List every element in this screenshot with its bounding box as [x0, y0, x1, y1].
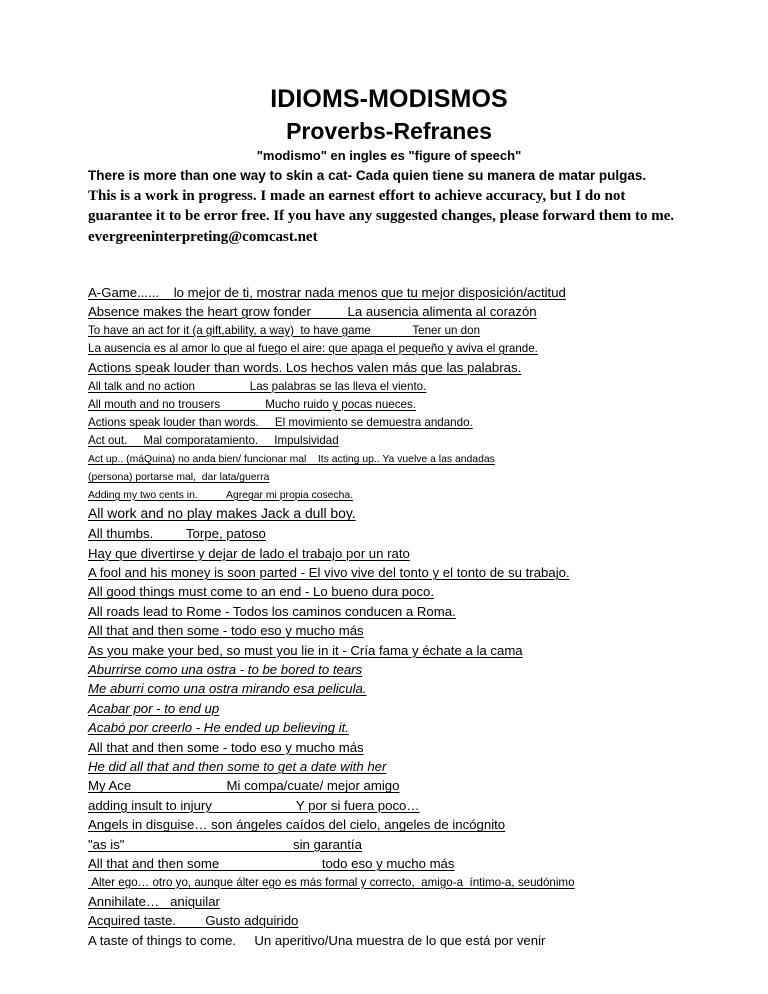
- idiom-entry-line: A taste of things to come. Un aperitivo/Una muestra de lo que está por venir: [88, 932, 546, 948]
- idiom-entry-line: A-Game...... lo mejor de ti, mostrar nada menos que tu mejor disposición/actitud: [88, 284, 566, 300]
- idiom-entry-line: Actions speak louder than words. Los hechos valen más que las palabras.: [88, 360, 522, 376]
- document-title-secondary: Proverbs-Refranes: [286, 117, 492, 144]
- document-disclaimer-note: This is a work in progress. I made an earnest effort to achieve accuracy, but I do not guarantee it to be error free. If you have any suggested changes, please forward them to me. evergreeninterpreting@comcast.net: [88, 188, 675, 245]
- idiom-entry-line: All that and then some - todo eso y mucho más: [88, 739, 364, 755]
- idiom-entry-line: All that and then some - todo eso y mucho más: [88, 623, 364, 639]
- idiom-entry-line: As you make your bed, so must you lie in it - Cría fama y échate a la cama: [88, 642, 523, 658]
- idiom-entry-line: All roads lead to Rome - Todos los caminos conducen a Roma.: [88, 603, 456, 619]
- idiom-entry-line: adding insult to injury Y por si fuera poco…: [88, 797, 420, 813]
- idiom-entry-line: All mouth and no trousers Mucho ruido y pocas nueces.: [88, 397, 417, 411]
- idiom-entry-line: Acabar por - to end up: [88, 700, 220, 716]
- idiom-entry-line: Actions speak louder than words. El movimiento se demuestra andando.: [88, 416, 473, 430]
- idiom-entry-line: My Ace Mi compa/cuate/ mejor amigo: [88, 778, 400, 794]
- idiom-entry-line: Act out. Mal comporatamiento. Impulsividad: [88, 434, 339, 448]
- document-lead-proverb: There is more than one way to skin a cat- Cada quien tiene su manera de matar pulgas.: [88, 168, 647, 184]
- idiom-entry-line: Alter ego… otro yo, aunque álter ego es más formal y correcto, amigo-a íntimo-a, seudónimo: [88, 875, 575, 889]
- idiom-entry-line: "as is" sin garantía: [88, 836, 362, 852]
- idiom-entry-line: Adding my two cents in. Agregar mi propia cosecha.: [88, 489, 354, 501]
- idiom-entry-line: Acabó por creerlo - He ended up believing it.: [88, 720, 349, 736]
- idiom-entry-line: All talk and no action Las palabras se las lleva el viento.: [88, 379, 427, 393]
- idiom-entry-line: Acquired taste. Gusto adquirido: [88, 913, 299, 929]
- idiom-entry-line: (persona) portarse mal, dar lata/guerra: [88, 471, 270, 483]
- idiom-entry-line: To have an act for it (a gift,ability, a way) to have game Tener un don: [88, 323, 481, 337]
- idiom-entry-list: [88, 283, 690, 950]
- idiom-entry-line: Hay que divertirse y dejar de lado el trabajo por un rato: [88, 545, 410, 561]
- idiom-entry-line: All that and then some todo eso y mucho más: [88, 856, 455, 872]
- idiom-entry-line: La ausencia es al amor lo que al fuego el aire: que apaga el pequeño y aviva el grande.: [88, 341, 538, 355]
- idiom-entry-line: All thumbs. Torpe, patoso: [88, 526, 266, 542]
- idiom-entry-line: Absence makes the heart grow fonder La ausencia alimenta al corazón: [88, 304, 537, 320]
- idiom-entry-line: A fool and his money is soon parted - El vivo vive del tonto y el tonto de su trabajo.: [88, 565, 570, 580]
- idiom-entry-line: All good things must come to an end - Lo bueno dura poco.: [88, 584, 435, 600]
- document-subtitle: "modismo" en ingles es "figure of speech": [256, 148, 522, 164]
- document-title-primary: IDIOMS-MODISMOS: [270, 85, 508, 113]
- idiom-entry-line: All work and no play makes Jack a dull boy.: [88, 505, 356, 522]
- idiom-entry-line: Act up.. (máQuina) no anda bien/ funcionar mal Its acting up.. Ya vuelve a las andadas: [88, 453, 495, 465]
- idiom-entry-line: Angels in disguise… son ángeles caídos del cielo, angeles de incógnito: [88, 817, 506, 833]
- idiom-entry-line: He did all that and then some to get a date with her: [88, 759, 387, 775]
- idiom-entry-line: Me aburri como una ostra mirando esa pelicula.: [88, 681, 367, 697]
- idiom-entry-line: Aburrirse como una ostra - to be bored to tears: [88, 662, 363, 678]
- idiom-entry-line: Annihilate… aniquilar: [88, 893, 220, 909]
